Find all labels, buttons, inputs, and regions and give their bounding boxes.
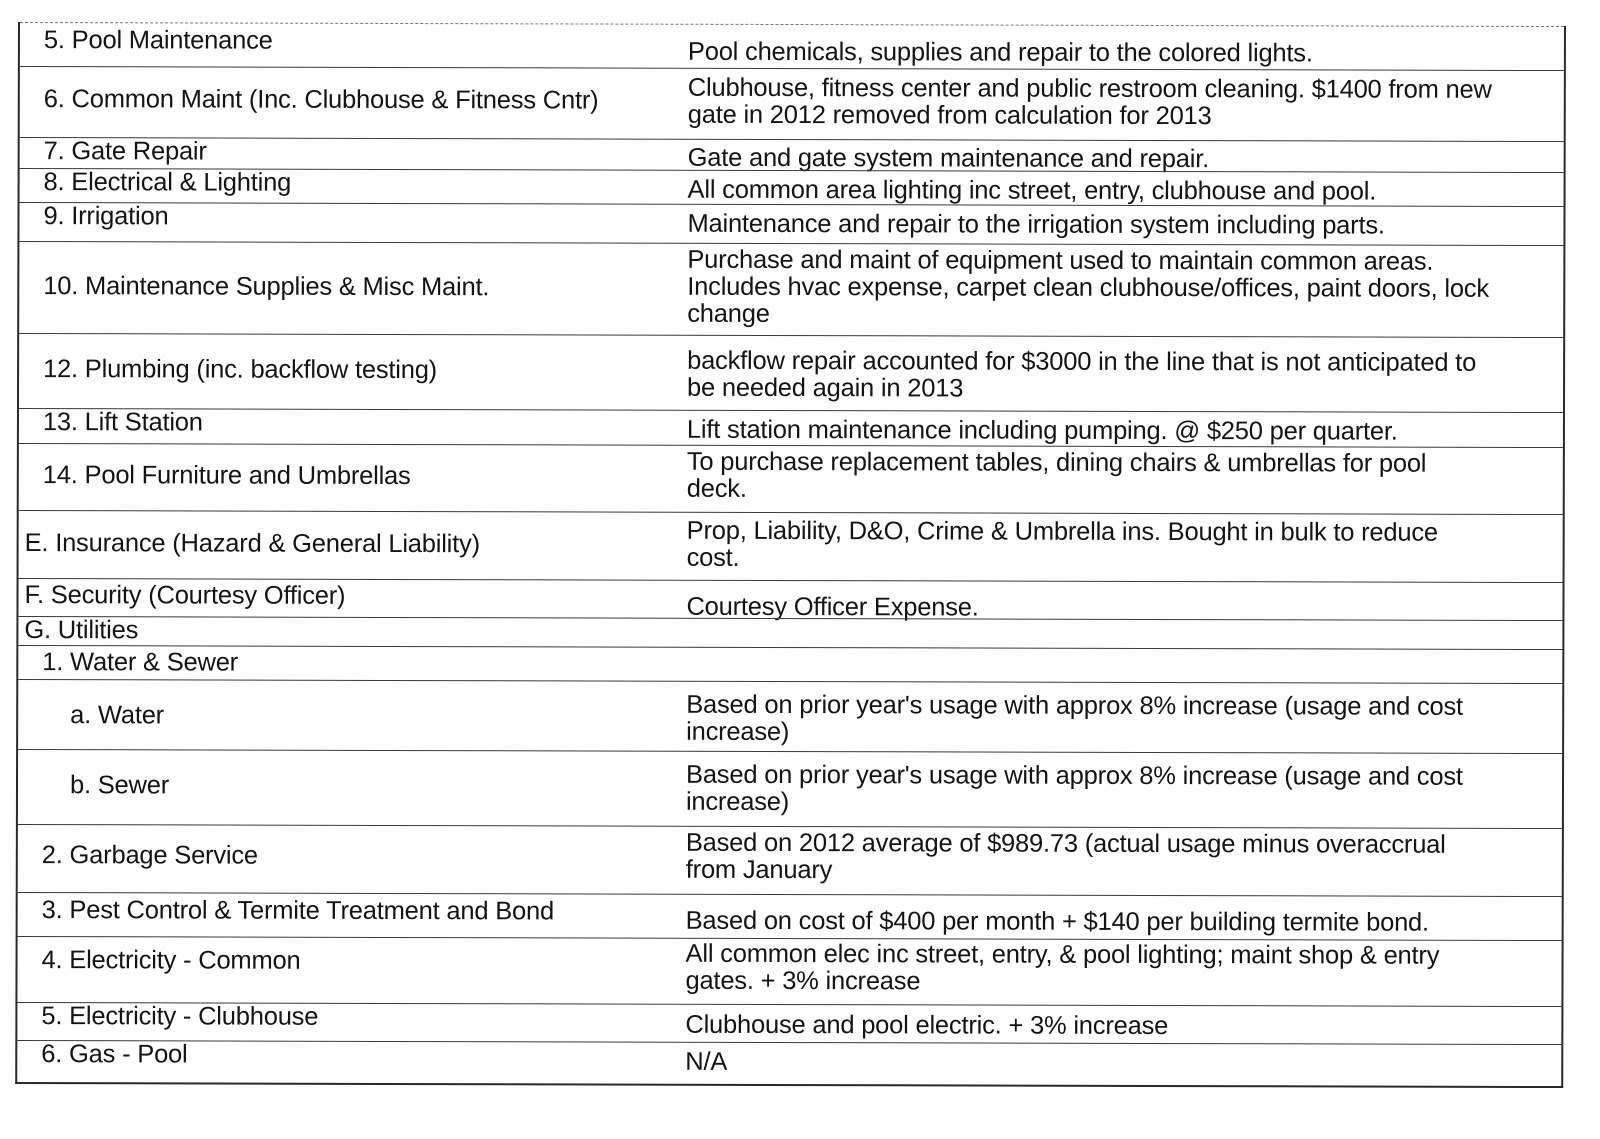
row-description: Based on cost of $400 per month + $140 per building termite bond. [685,906,1429,937]
row-category: F. Security (Courtesy Officer) [24,581,346,610]
row-category: 10. Maintenance Supplies & Misc Maint. [43,272,490,302]
row-category: 7. Gate Repair [43,137,207,166]
row-category: 8. Electrical & Lighting [43,168,292,197]
row-category: b. Sewer [69,771,170,800]
row-description [686,651,1561,653]
row-description: Gate and gate system maintenance and repair. [687,143,1210,174]
row-description: backflow repair accounted for $3000 in the line that is not anticipated to be needed again in 2013 [687,346,1477,403]
table-row [18,892,1562,941]
row-category: 1. Water & Sewer [42,648,239,677]
row-description: Clubhouse, fitness center and public restroom cleaning. $1400 from new gate in 2012 removed from calculation for 2013 [687,73,1492,131]
row-description: Maintenance and repair to the irrigation system including parts. [687,209,1385,240]
row-description: Pool chemicals, supplies and repair to the colored lights. [687,37,1313,68]
table-row [20,66,1564,142]
table-row [18,645,1562,684]
table-row [19,510,1563,583]
row-description: Courtesy Officer Expense. [686,592,979,622]
table-row [17,936,1561,1007]
table-row [20,168,1564,207]
table-row [19,443,1563,515]
row-description: All common area lighting inc street, entry, clubhouse and pool. [687,175,1377,206]
table-row [17,1040,1561,1087]
row-category: a. Water [70,701,165,730]
row-category: 6. Gas - Pool [41,1040,188,1069]
row-description: Purchase and maint of equipment used to maintain common areas. Includes hvac expense, carpet clean clubhouse/offices, paint doors, lock change [687,245,1489,328]
row-category: 2. Garbage Service [41,841,258,870]
row-category: G. Utilities [24,616,139,645]
row-description: All common elec inc street, entry, & pool lighting; maint shop & entry gates. + 3% increase [685,939,1440,996]
row-description: To purchase replacement tables, dining chairs & umbrellas for pool deck. [686,447,1427,503]
row-category: 6. Common Maint (Inc. Clubhouse & Fitness Cntr) [43,85,599,115]
table-row [18,679,1562,754]
table-row [19,241,1563,338]
row-category: 4. Electricity - Common [41,946,301,975]
table-row [19,408,1563,448]
row-category: E. Insurance (Hazard & General Liability) [24,529,480,559]
table-row [17,1002,1561,1045]
row-category: 9. Irrigation [43,202,169,231]
row-category: 3. Pest Control & Termite Treatment and Bond [41,896,555,926]
row-category: 12. Plumbing (inc. backflow testing) [43,355,438,385]
row-description [686,619,1561,621]
row-description: Based on prior year's usage with approx 8% increase (usage and cost increase) [685,760,1463,817]
table-row [20,22,1564,71]
row-category: 13. Lift Station [42,408,203,437]
row-category: 14. Pool Furniture and Umbrellas [42,461,411,491]
table-row [18,749,1562,829]
table-row [19,333,1563,413]
table-row [19,202,1563,246]
row-description: Based on 2012 average of $989.73 (actual usage minus overaccrual from January [685,828,1446,885]
row-description: N/A [685,1047,728,1076]
budget-notes-table [15,22,1566,1088]
row-description: Lift station maintenance including pumping. @ $250 per quarter. [686,415,1398,446]
table-row [18,824,1562,897]
row-description: Prop, Liability, D&O, Crime & Umbrella ins. Bought in bulk to reduce cost. [686,516,1438,572]
row-category: 5. Pool Maintenance [43,26,273,55]
row-description: Based on prior year's usage with approx 8% increase (usage and cost increase) [686,690,1464,747]
table-row [18,578,1562,621]
row-category: 5. Electricity - Clubhouse [41,1002,319,1031]
row-description: Clubhouse and pool electric. + 3% increase [685,1010,1169,1041]
